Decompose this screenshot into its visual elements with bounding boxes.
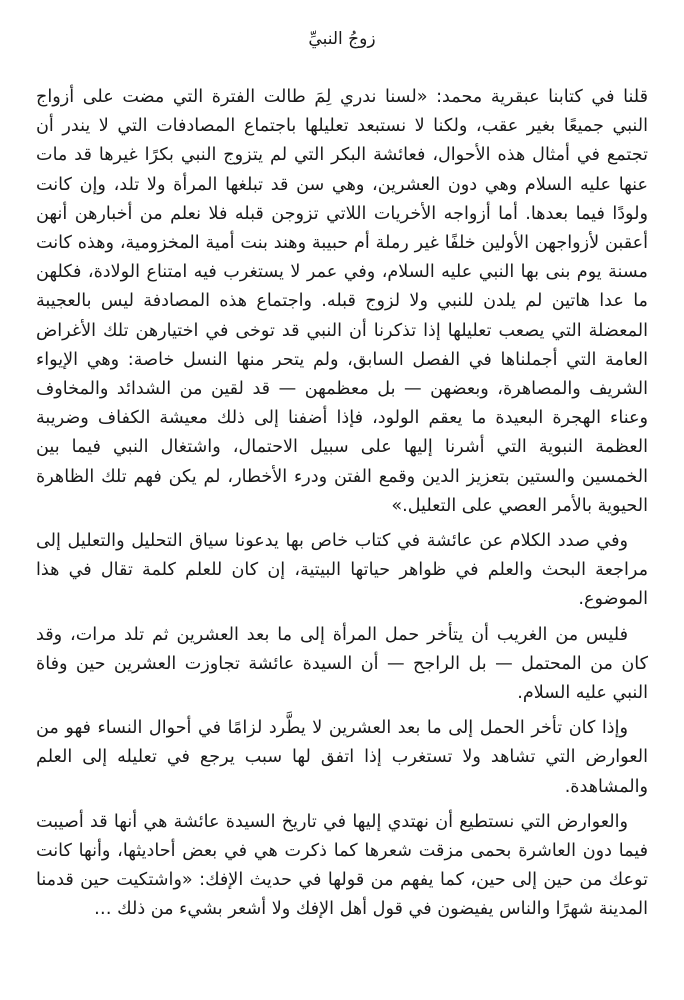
- running-head: زوجُ النبيِّ: [308, 29, 376, 49]
- body-text: [36, 83, 648, 925]
- paragraph-1: قلنا في كتابنا عبقرية محمد: «لسنا ندري لِمَ طالت الفترة التي مضت على أزواج النبي جميعًا بغير عقب، ولكنا لا نستبعد تعليلها باجتماع المصادفات التي لا يندر أن تجتمع في أمثال هذه الأحوال، فعائشة البكر التي لم يتزوج النبي بكرًا غيرها قد مات عنها عليه السلام وهي دون العشرين، وهي سن قد تبلغها المرأة ولا تلد، وإن كانت ولودًا فيما بعدها. أما أزواجه الأخريات اللاتي تزوجن قبله فلا نعلم من أخبارهن أنهن أعقبن لأزواجهن الأولين خلفًا غير رملة أم حبيبة وهند بنت أمية المخزومية، وهذه كانت مسنة يوم بنى بها النبي عليه السلام، وفي عمر لا يستغرب فيه امتناع الولادة، فكلهن ما عدا هاتين لم يلدن للنبي ولا لزوج قبله. واجتماع هذه المصادفة ليس بالعجيبة المعضلة التي يصعب تعليلها إذا تذكرنا أن النبي قد توخى في اختيارهن تلك الأغراض العامة التي أجملناها في الفصل السابق، ولم يتحر منها النسل خاصة: وهي الإيواء الشريف والمصاهرة، وبعضهن — بل معظمهن — قد لقين من الشدائد والمخاوف وعناء الهجرة البعيدة ما يعقم الولود، فإذا أضفنا إلى ذلك معيشة الكفاف وضريبة العظمة النبوية التي أشرنا إليها على سبيل الاحتمال، واشتغال النبي فيما بين الخمسين والستين بتعزيز الدين وقمع الفتن ودرء الأخطار، لم يكن فهم تلك الظاهرة الحيوية بالأمر العصي على التعليل.»: [36, 87, 648, 516]
- paragraph-3: فليس من الغريب أن يتأخر حمل المرأة إلى ما بعد العشرين ثم تلد مرات، وقد كان من المحتمل — بل الراجح — أن السيدة عائشة تجاوزت العشرين حين وفاة النبي عليه السلام.: [36, 624, 648, 704]
- paragraph-5: والعوارض التي نستطيع أن نهتدي إليها في تاريخ السيدة عائشة هي أنها قد أصيبت فيما دون العاشرة بحمى مزقت شعرها كما ذكرت هي في بعض أحاديثها، وأنها كانت توعك من حين إلى حين، كما يفهم من قولها في حديث الإفك: «واشتكيت حين قدمنا المدينة شهرًا والناس يفيضون في قول أهل الإفك ولا أشعر بشيء من ذلك …: [36, 811, 648, 920]
- paragraph-2: وفي صدد الكلام عن عائشة في كتاب خاص بها يدعونا سياق التحليل والتعليل إلى مراجعة البحث والعلم في ظواهر حياتها البيتية، إن كان للعلم كلمة تقال في هذا الموضوع.: [36, 531, 648, 610]
- paragraph-4: وإذا كان تأخر الحمل إلى ما بعد العشرين لا يطَّرد لزامًا في أحوال النساء فهو من العوارض التي تشاهد ولا تستغرب إذا اتفق لها سبب يرجع في تعليله إلى العلم والمشاهدة.: [36, 718, 648, 797]
